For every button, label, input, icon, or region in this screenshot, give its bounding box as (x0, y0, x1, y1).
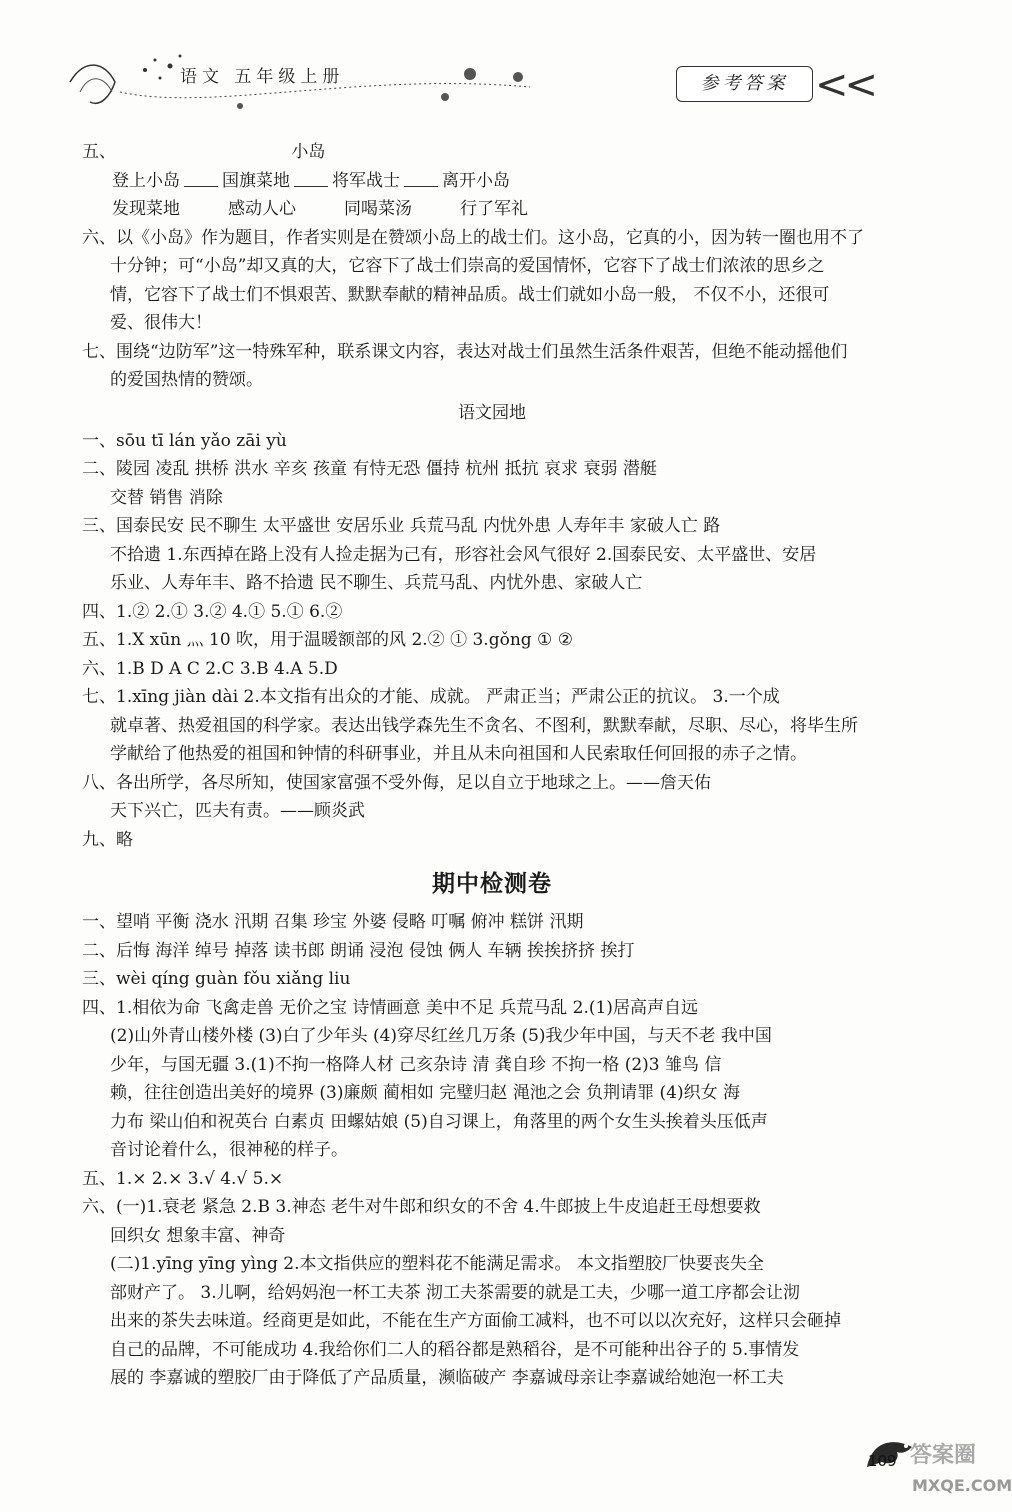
text-line: 一、sōu tī lán yǎo zāi yù (82, 430, 287, 451)
text-line: 部财产了。 3.儿啊，给妈妈泡一杯工夫茶 沏工夫茶需要的就是工夫，少哪一道工序都会让沏 (110, 1282, 801, 1303)
page-number: 109 (868, 1452, 897, 1470)
text-line: 七、围绕“边防军”这一特殊军种，联系课文内容，表达对战士们虽然生活条件艰苦，但绝不能动摇他们 (82, 341, 848, 362)
text-line: 五、1.X xūn 灬 10 吹，用于温暖额部的风 2.② ① 3.gǒng ① ② (82, 630, 573, 650)
chain-item: 国旗菜地 (222, 170, 290, 191)
text-line: 出来的茶失去味道。经商更是如此，不能在生产方面偷工减料，也不可以以次充好，这样只会砸掉 (110, 1311, 841, 1331)
text-line: 九、略 (82, 829, 133, 850)
text-line: 二、陵园 凌乱 拱桥 洪水 辛亥 孩童 有恃无恐 僵持 杭州 抵抗 哀求 衰弱 潜艇 (82, 459, 657, 479)
text-line: 自己的品牌，不可能成功 4.我给你们二人的稻谷都是熟稻谷，是不可能种出谷子的 5.事情发 (110, 1339, 800, 1360)
chain-item: 行了军礼 (460, 199, 528, 219)
text-line: 一、望哨 平衡 浇水 汛期 召集 珍宝 外婆 侵略 叮嘱 俯冲 糕饼 汛期 (82, 912, 584, 932)
text-line: 三、wèi qíng guàn fǒu xiǎng liu (82, 969, 351, 989)
text-line: 就卓著、热爱祖国的科学家。表达出钱学森先生不贪名、不图利，默默奉献，尽职、尽心，将毕生所 (110, 715, 858, 736)
page-header (0, 0, 1000, 140)
text-line: 不拾遗 1.东西掉在路上没有人捡走据为己有，形容社会风气很好 2.国泰民安、太平盛世、安居 (110, 544, 817, 565)
text-line: 六、1.B D A C 2.C 3.B 4.A 5.D (82, 658, 338, 679)
chain-item: 同喝菜汤 (344, 199, 412, 219)
text-line: 四、1.相依为命 飞禽走兽 无价之宝 诗情画意 美中不足 兵荒马乱 2.(1)居高声自远 (82, 997, 698, 1018)
text-line: 回织女 想象丰富、神奇 (110, 1225, 286, 1246)
text-line: 力布 梁山伯和祝英台 白素贞 田螺姑娘 (5)自习课上，角落里的两个女生头挨着头压低声 (110, 1111, 768, 1132)
book-title: 语文 五年级上册 (180, 67, 345, 87)
section-5-heading (82, 138, 902, 167)
chain-item: 离开小岛 (442, 170, 510, 191)
text-line: 情，它容下了战士们不惧艰苦、默默奉献的精神品质。战士们就如小岛一般， 不仅不小，还很可 (110, 284, 830, 305)
text-line: 展的 李嘉诚的塑胶厂由于降低了产品质量，濒临破产 李嘉诚母亲让李嘉诚给她泡一杯工夫 (110, 1368, 784, 1388)
text-line: 赖，往往创造出美好的境界 (3)廉颇 蔺相如 完璧归赵 渑池之会 负荆请罪 (4)织女 海 (110, 1083, 740, 1103)
chevron-left-icon: << (815, 62, 875, 108)
section-5-title: 小岛 (291, 142, 326, 162)
text-line: 的爱国热情的赞颂。 (110, 370, 263, 390)
text-line: 天下兴亡，匹夫有责。——顾炎武 (110, 801, 365, 821)
story-chain-row-1 (82, 167, 902, 196)
text-line: 五、1.× 2.× 3.√ 4.√ 5.× (82, 1168, 284, 1189)
watermark-url: MXQE.COM (912, 1476, 1012, 1495)
watermark-logo: 答案圈 (910, 1443, 977, 1468)
text-line: 三、国泰民安 民不聊生 太平盛世 安居乐业 兵荒马乱 内忧外患 人寿年丰 家破人亡 路 (82, 516, 721, 536)
midterm-exam-title: 期中检测卷 (432, 871, 552, 897)
text-line: 乐业、人寿年丰、路不拾遗 民不聊生、兵荒马乱、内忧外患、家破人亡 (110, 573, 643, 593)
reference-answer-badge: 参考答案 (676, 66, 813, 102)
text-line: 十分钟；可“小岛”却又真的大，它容下了战士们崇高的爱国情怀，它容下了战士们浓浓的思乡之 (110, 256, 825, 276)
text-line: 交替 销售 消除 (110, 487, 223, 508)
text-line: 爱、很伟大！ (110, 313, 212, 333)
text-line: 六、(一)1.衰老 紧急 2.B 3.神态 老牛对牛郎和织女的不舍 4.牛郎披上牛皮追赶王母想要救 (82, 1197, 761, 1217)
text-line: 八、各出所学，各尽所知，使国家富强不受外侮，足以自立于地球之上。——詹天佑 (82, 772, 711, 793)
text-line: 六、以《小岛》作为题目，作者实则是在赞颂小岛上的战士们。这小岛，它真的小，因为转一圈也用不了 (82, 227, 864, 248)
chain-item: 登上小岛 (112, 170, 180, 191)
chain-item: 发现菜地 (112, 199, 180, 219)
answer-content (82, 138, 902, 1393)
section-title-yuwen-garden: 语文园地 (458, 402, 526, 423)
text-line: 学献给了他热爱的祖国和钟情的科研事业，并且从未向祖国和人民索取任何回报的赤子之情。 (110, 744, 807, 764)
text-line: (2)山外青山楼外楼 (3)白了少年头 (4)穿尽红丝几万条 (5)我少年中国，与天不老 我中国 (110, 1026, 772, 1046)
story-chain-row-2 (82, 195, 902, 224)
text-line: 四、1.② 2.① 3.② 4.① 5.① 6.② (82, 601, 343, 622)
text-line: 二、后悔 海洋 绰号 掉落 读书郎 朗诵 浸泡 侵蚀 俩人 车辆 挨挨挤挤 挨打 (82, 940, 635, 961)
text-line: 七、1.xīng jiàn dài 2.本文指有出众的才能、成就。 严肃正当；严肃公正的抗议。 3.一个成 (82, 687, 780, 707)
text-line: 音讨论着什么，很神秘的样子。 (110, 1140, 348, 1160)
chain-item: 将军战士 (332, 170, 400, 191)
text-line: 少年，与国无疆 3.(1)不拘一格降人材 己亥杂诗 清 龚自珍 不拘一格 (2)3 雏鸟 信 (110, 1054, 722, 1075)
section-5-label: 五、 (82, 142, 116, 162)
text-line: (二)1.yīng yīng yìng 2.本文指供应的塑料花不能满足需求。 本文指塑胶厂快要丧失全 (110, 1254, 764, 1274)
chain-item: 感动人心 (228, 199, 296, 219)
